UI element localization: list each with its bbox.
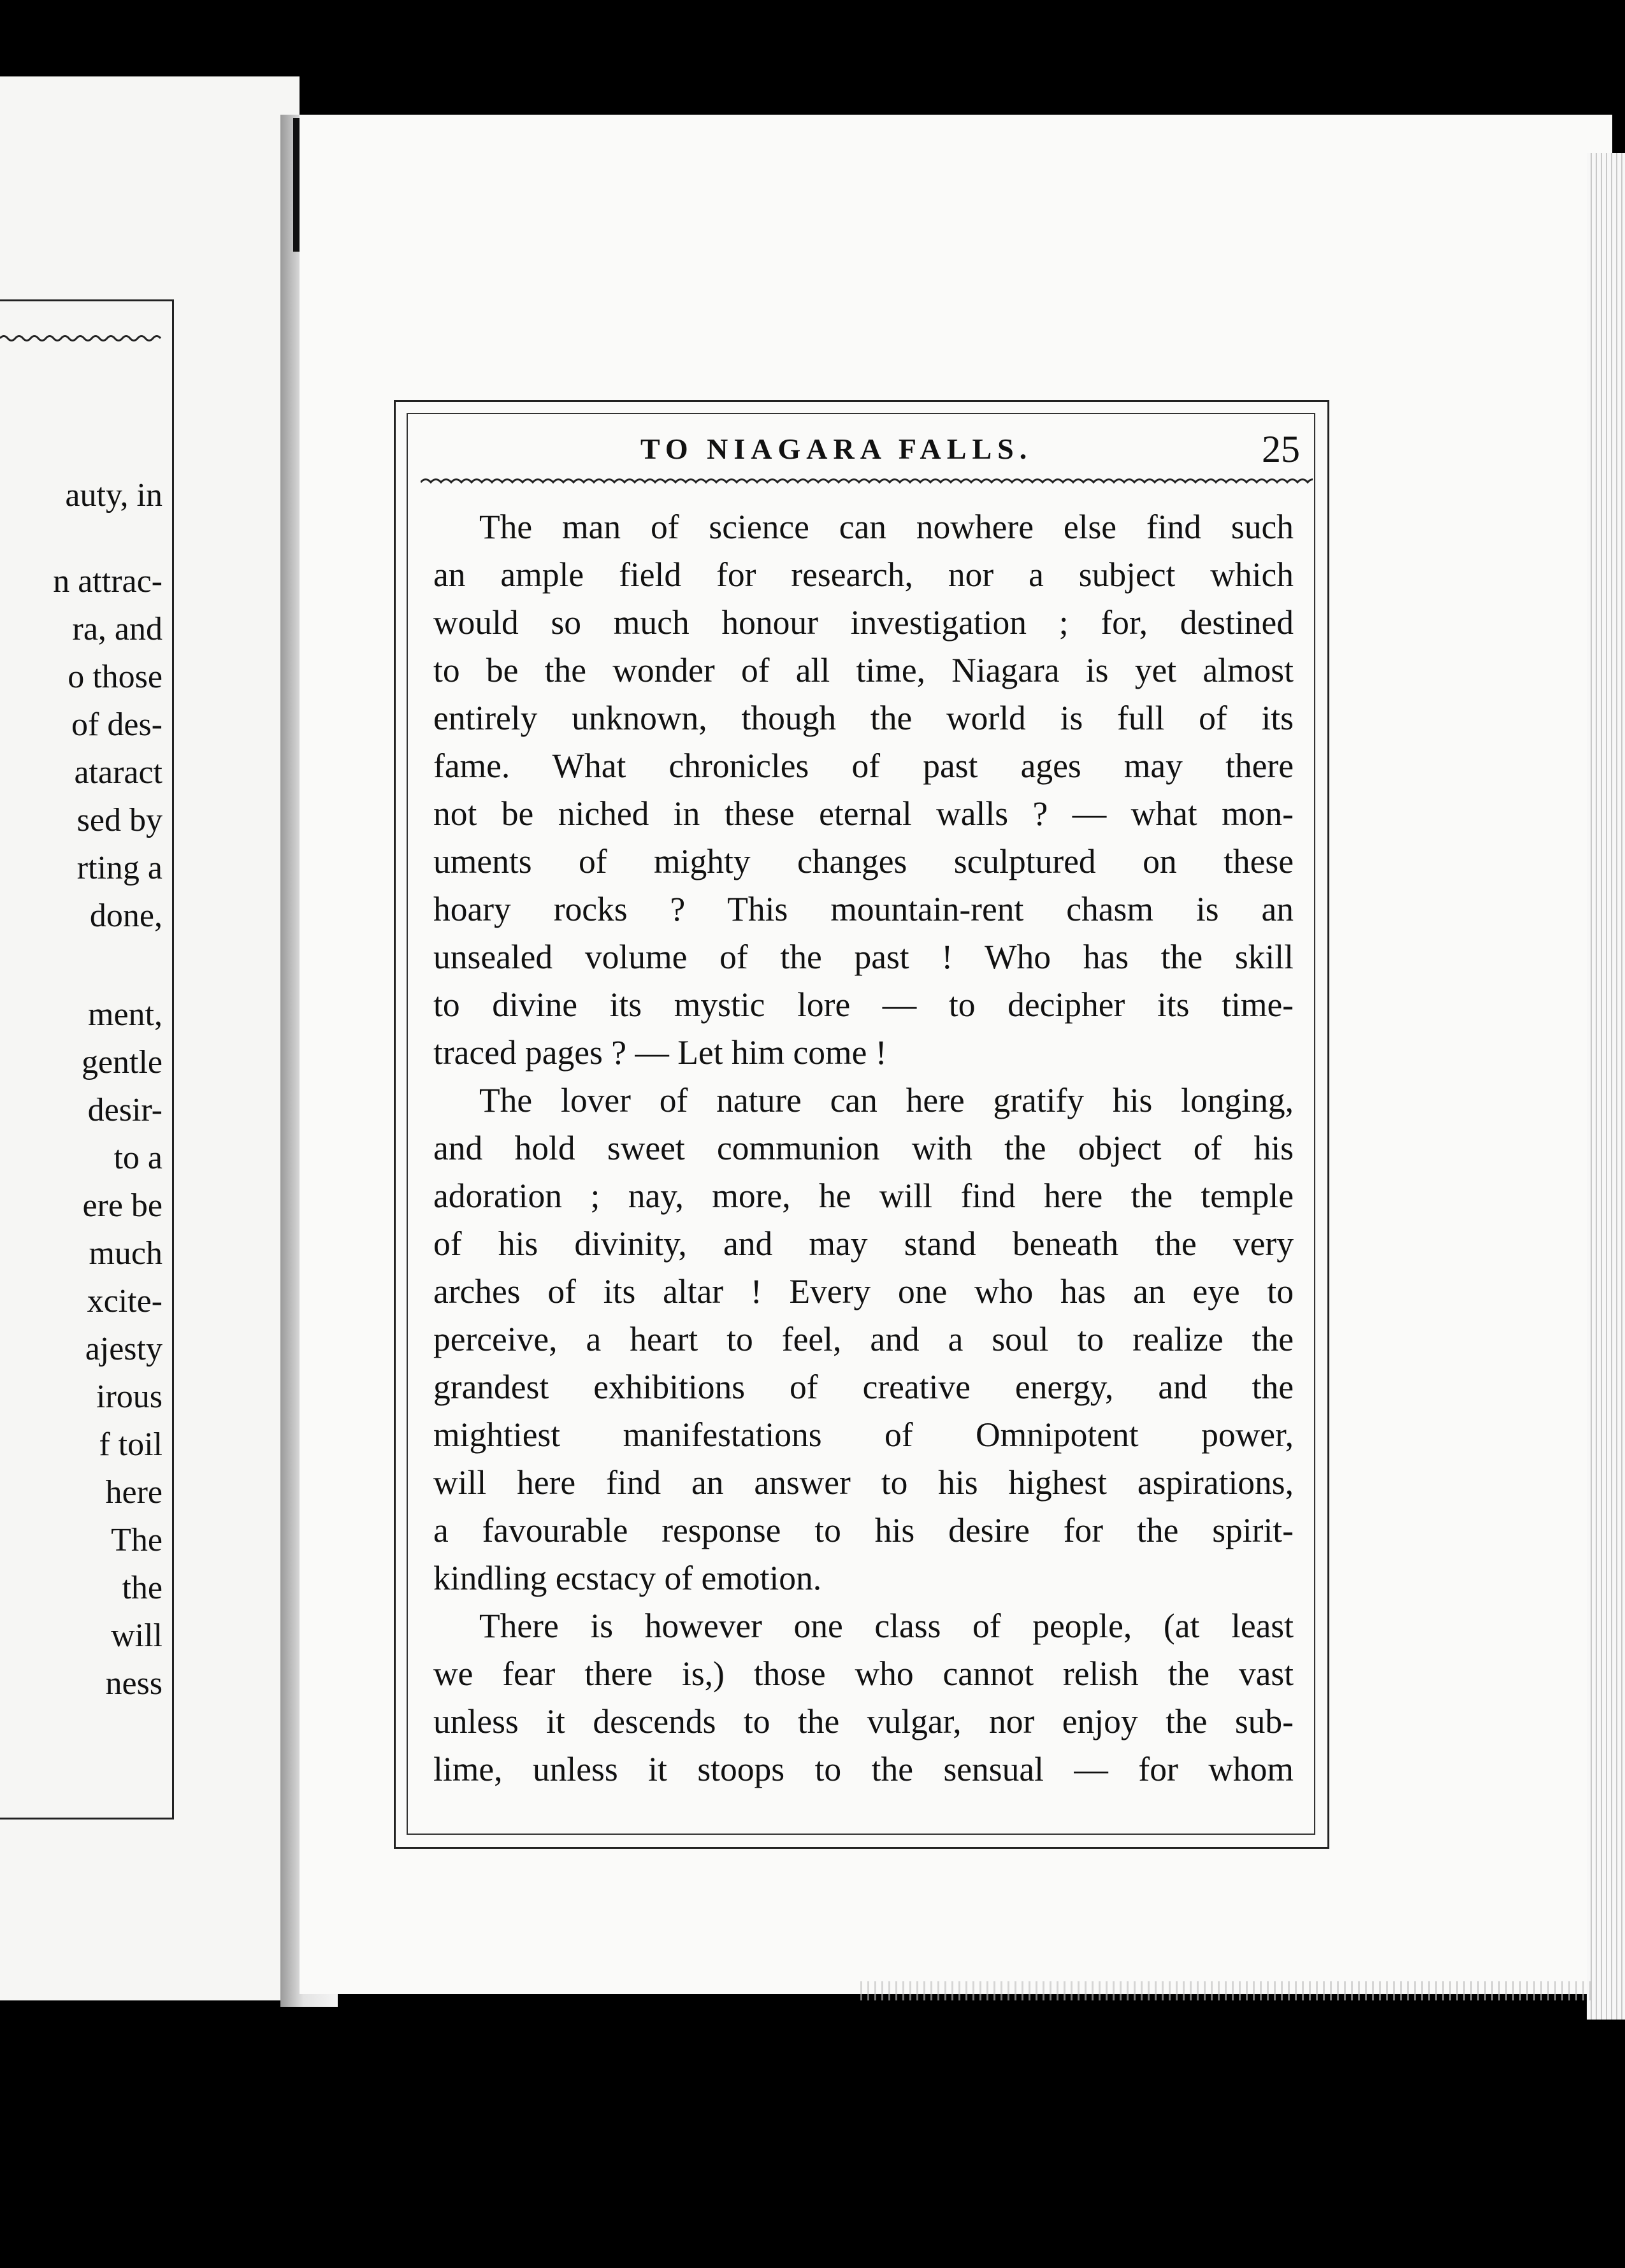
text-line: we fear there is,) those who cannot relish the vast — [433, 1654, 1294, 1693]
facing-page-line: n attrac- — [53, 564, 162, 599]
text-line: grandest exhibitions of creative energy, and the — [433, 1368, 1294, 1406]
text-line: The man of science can nowhere else find such — [479, 508, 1294, 546]
text-line: There is however one class of people, (at least — [479, 1607, 1294, 1645]
text-line: to divine its mystic lore — to decipher its time- — [433, 986, 1294, 1024]
text-line: would so much honour investigation ; for, destined — [433, 603, 1294, 642]
facing-page-line: o those — [68, 659, 162, 695]
facing-page-line: done, — [89, 898, 162, 934]
text-line: a favourable response to his desire for the spirit- — [433, 1511, 1294, 1549]
facing-page-line: xcite- — [87, 1284, 162, 1319]
facing-page-line: ere be — [82, 1188, 162, 1224]
facing-page-line: of des- — [71, 707, 162, 743]
text-line: will here find an answer to his highest aspirations, — [433, 1463, 1294, 1502]
facing-page-line: desir- — [87, 1093, 162, 1128]
text-line: The lover of nature can here gratify his longing, — [479, 1081, 1294, 1119]
facing-page-line: much — [89, 1236, 162, 1272]
text-line: to be the wonder of all time, Niagara is yet almost — [433, 651, 1294, 689]
text-line: unsealed volume of the past ! Who has the skill — [433, 938, 1294, 976]
text-line: an ample field for research, nor a subject which — [433, 556, 1294, 594]
facing-page-line: ra, and — [72, 612, 162, 647]
facing-page-line: ataract — [74, 755, 162, 791]
text-line: hoary rocks ? This mountain-rent chasm is an — [433, 890, 1294, 928]
text-line: lime, unless it stoops to the sensual — for whom — [433, 1750, 1294, 1788]
facing-page-line: ajesty — [85, 1331, 162, 1367]
paragraph-2 — [433, 1077, 1294, 1602]
facing-page-line: f toil — [99, 1427, 162, 1463]
paragraph-3 — [433, 1602, 1294, 1793]
text-line: kindling ecstacy of emotion. — [433, 1559, 822, 1597]
facing-page-line: gentle — [81, 1045, 162, 1080]
running-title: TO NIAGARA FALLS. — [640, 433, 1033, 465]
facing-page-line: here — [105, 1475, 162, 1511]
wavy-rule — [421, 473, 1313, 492]
page-number: 25 — [1262, 428, 1300, 470]
text-line: of his divinity, and may stand beneath the very — [433, 1224, 1294, 1263]
text-line: not be niched in these eternal walls ? — what mon- — [433, 794, 1294, 833]
facing-page-line: ment, — [88, 997, 162, 1033]
scan-noise — [860, 1981, 1593, 2000]
page-edges — [1587, 153, 1625, 2020]
text-line: fame. What chronicles of past ages may there — [433, 747, 1294, 785]
text-line: uments of mighty changes sculptured on these — [433, 842, 1294, 880]
text-line: traced pages ? — Let him come ! — [433, 1033, 887, 1072]
text-line: unless it descends to the vulgar, nor enjoy the sub- — [433, 1702, 1294, 1740]
paragraph-1 — [433, 503, 1294, 1077]
facing-page-line: The — [111, 1523, 162, 1558]
facing-page-line: the — [122, 1570, 162, 1606]
text-line: arches of its altar ! Every one who has an eye to — [433, 1272, 1294, 1310]
facing-page-wavy-rule — [0, 331, 162, 345]
facing-page-line: sed by — [76, 803, 162, 838]
facing-page-line: rting a — [76, 850, 162, 886]
facing-page-line: auty, in — [65, 478, 162, 513]
page-body — [433, 503, 1294, 1793]
text-line: adoration ; nay, more, he will find here the temple — [433, 1177, 1294, 1215]
running-head — [421, 424, 1313, 475]
facing-page-line: ness — [105, 1666, 162, 1702]
text-line: perceive, a heart to feel, and a soul to realize the — [433, 1320, 1294, 1358]
text-line: mightiest manifestations of Omnipotent power, — [433, 1416, 1294, 1454]
text-line: entirely unknown, though the world is full of its — [433, 699, 1294, 737]
facing-page-line: to a — [113, 1140, 162, 1176]
facing-page-line: will — [111, 1618, 162, 1654]
facing-page-line: irous — [96, 1379, 162, 1415]
text-line: and hold sweet communion with the object of his — [433, 1129, 1294, 1167]
